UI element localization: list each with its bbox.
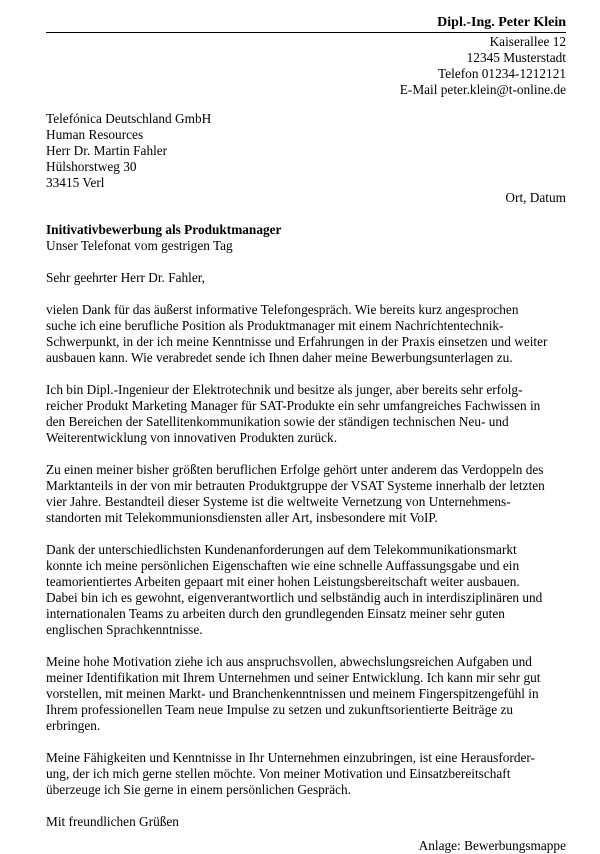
subject-title: Initivativbewerbung als Produktmanager bbox=[46, 222, 282, 237]
subject-reference: Unser Telefonat vom gestrigen Tag bbox=[46, 238, 233, 253]
paragraph-line: den Bereichen der Satellitenkommunikation sowie der ständigen technischen Neu- und bbox=[46, 414, 509, 429]
paragraph-line: Schwerpunkt, in der ich meine Kenntnisse und Erfahrungen in der Praxis einsetzen und weiter bbox=[46, 334, 548, 349]
paragraph-line: internationalen Teams zu arbeiten durch den grundlegenden Einsatz meiner sehr guten bbox=[46, 606, 505, 621]
paragraph-line: vielen Dank für das äußerst informative Telefongespräch. Wie bereits kurz angesprochen bbox=[46, 302, 519, 317]
paragraph-line: suche ich eine berufliche Position als Produktmanager mit einem Nachrichtentechnik- bbox=[46, 318, 504, 333]
recipient-city: 33415 Verl bbox=[46, 175, 105, 190]
paragraph-line: vier Jahre. Bestandteil dieser Systeme ist die weltweite Vernetzung von Unternehmens- bbox=[46, 494, 511, 509]
paragraph-line: ung, der ich mich gerne stellen möchte. Von meiner Motivation und Einsatzbereitschaft bbox=[46, 766, 511, 781]
recipient-department: Human Resources bbox=[46, 127, 144, 142]
place-date: Ort, Datum bbox=[505, 190, 566, 205]
recipient-person: Herr Dr. Martin Fahler bbox=[46, 143, 168, 158]
salutation: Sehr geehrter Herr Dr. Fahler, bbox=[46, 270, 205, 285]
paragraph bbox=[46, 750, 566, 798]
paragraph-line: Dabei bin ich es gewohnt, eigenverantwortlich und selbständig auch in interdisziplinären und bbox=[46, 590, 543, 605]
paragraph-line: ausbauen kann. Wie verabredet sende ich Ihnen daher meine Bewerbungsunterlagen zu. bbox=[46, 350, 513, 365]
paragraph-line: Ich bin Dipl.-Ingenieur der Elektrotechnik und besitze als junger, aber bereits sehr erfolg- bbox=[46, 382, 523, 397]
paragraph-line: reicher Produkt Marketing Manager für SAT-Produkte ein sehr umfangreiches Fachwissen in bbox=[46, 398, 541, 413]
paragraph-line: englischen Sprachkenntnisse. bbox=[46, 622, 203, 637]
recipient-street: Hülshorstweg 30 bbox=[46, 159, 137, 174]
paragraph-line: Zu einen meiner bisher größten beruflichen Erfolge gehört unter anderem das Verdoppeln des bbox=[46, 462, 544, 477]
paragraph bbox=[46, 542, 566, 638]
sender-block bbox=[46, 14, 566, 98]
paragraph-line: Marktanteils in der von mir betrauten Produktgruppe der VSAT Systeme innerhalb der letzten bbox=[46, 478, 545, 493]
paragraph-line: vorstellen, mit meinen Markt- und Branchenkenntnissen und meinem Fingerspitzengefühl in bbox=[46, 686, 539, 701]
recipient-address bbox=[46, 111, 211, 191]
paragraph bbox=[46, 654, 566, 734]
sender-name: Dipl.-Ing. Peter Klein bbox=[437, 15, 566, 30]
letter-body bbox=[46, 270, 566, 830]
paragraph-line: meiner Identifikation mit Ihrem Unternehmen und seiner Entwicklung. Ich kann mir sehr gut bbox=[46, 670, 541, 685]
paragraph-line: Weiterentwicklung von innovativen Produkten zurück. bbox=[46, 430, 338, 445]
sender-email: E-Mail peter.klein@t-online.de bbox=[399, 82, 566, 97]
sender-divider bbox=[46, 32, 566, 33]
paragraph-line: standorten mit Telekommunionsdiensten aller Art, insbesondere mit VoIP. bbox=[46, 510, 438, 525]
paragraph bbox=[46, 382, 566, 446]
paragraph-line: Meine hohe Motivation ziehe ich aus anspruchsvollen, abwechslungsreichen Aufgaben und bbox=[46, 654, 532, 669]
subject-block bbox=[46, 222, 281, 254]
sender-phone: Telefon 01234-1212121 bbox=[438, 66, 566, 81]
paragraph-line: Dank der unterschiedlichsten Kundenanforderungen auf dem Telekommunikationsmarkt bbox=[46, 542, 517, 557]
paragraph-line: überzeuge ich Sie gerne in einem persönlichen Gespräch. bbox=[46, 782, 351, 797]
sender-city: 12345 Musterstadt bbox=[466, 50, 566, 65]
paragraph-line: teamorientiertes Arbeiten gepaart mit einer hohen Leistungsbereitschaft weiter ausbauen. bbox=[46, 574, 520, 589]
recipient-company: Telefónica Deutschland GmbH bbox=[46, 111, 212, 126]
paragraph-line: Meine Fähigkeiten und Kenntnisse in Ihr Unternehmen einzubringen, ist eine Herausforder- bbox=[46, 750, 535, 765]
closing: Mit freundlichen Grüßen bbox=[46, 814, 179, 829]
paragraph bbox=[46, 302, 566, 366]
sender-street: Kaiserallee 12 bbox=[489, 34, 566, 49]
enclosure-note: Anlage: Bewerbungsmappe bbox=[418, 838, 566, 853]
paragraph bbox=[46, 462, 566, 526]
paragraph-line: konnte ich meine persönlichen Eigenschaften wie eine schnelle Auffassungsgabe und ein bbox=[46, 558, 520, 573]
paragraph-line: erbringen. bbox=[46, 718, 101, 733]
paragraph-line: Ihrem professionellen Team neue Impulse zu setzen und zukunftsorientierte Beiträge zu bbox=[46, 702, 514, 717]
